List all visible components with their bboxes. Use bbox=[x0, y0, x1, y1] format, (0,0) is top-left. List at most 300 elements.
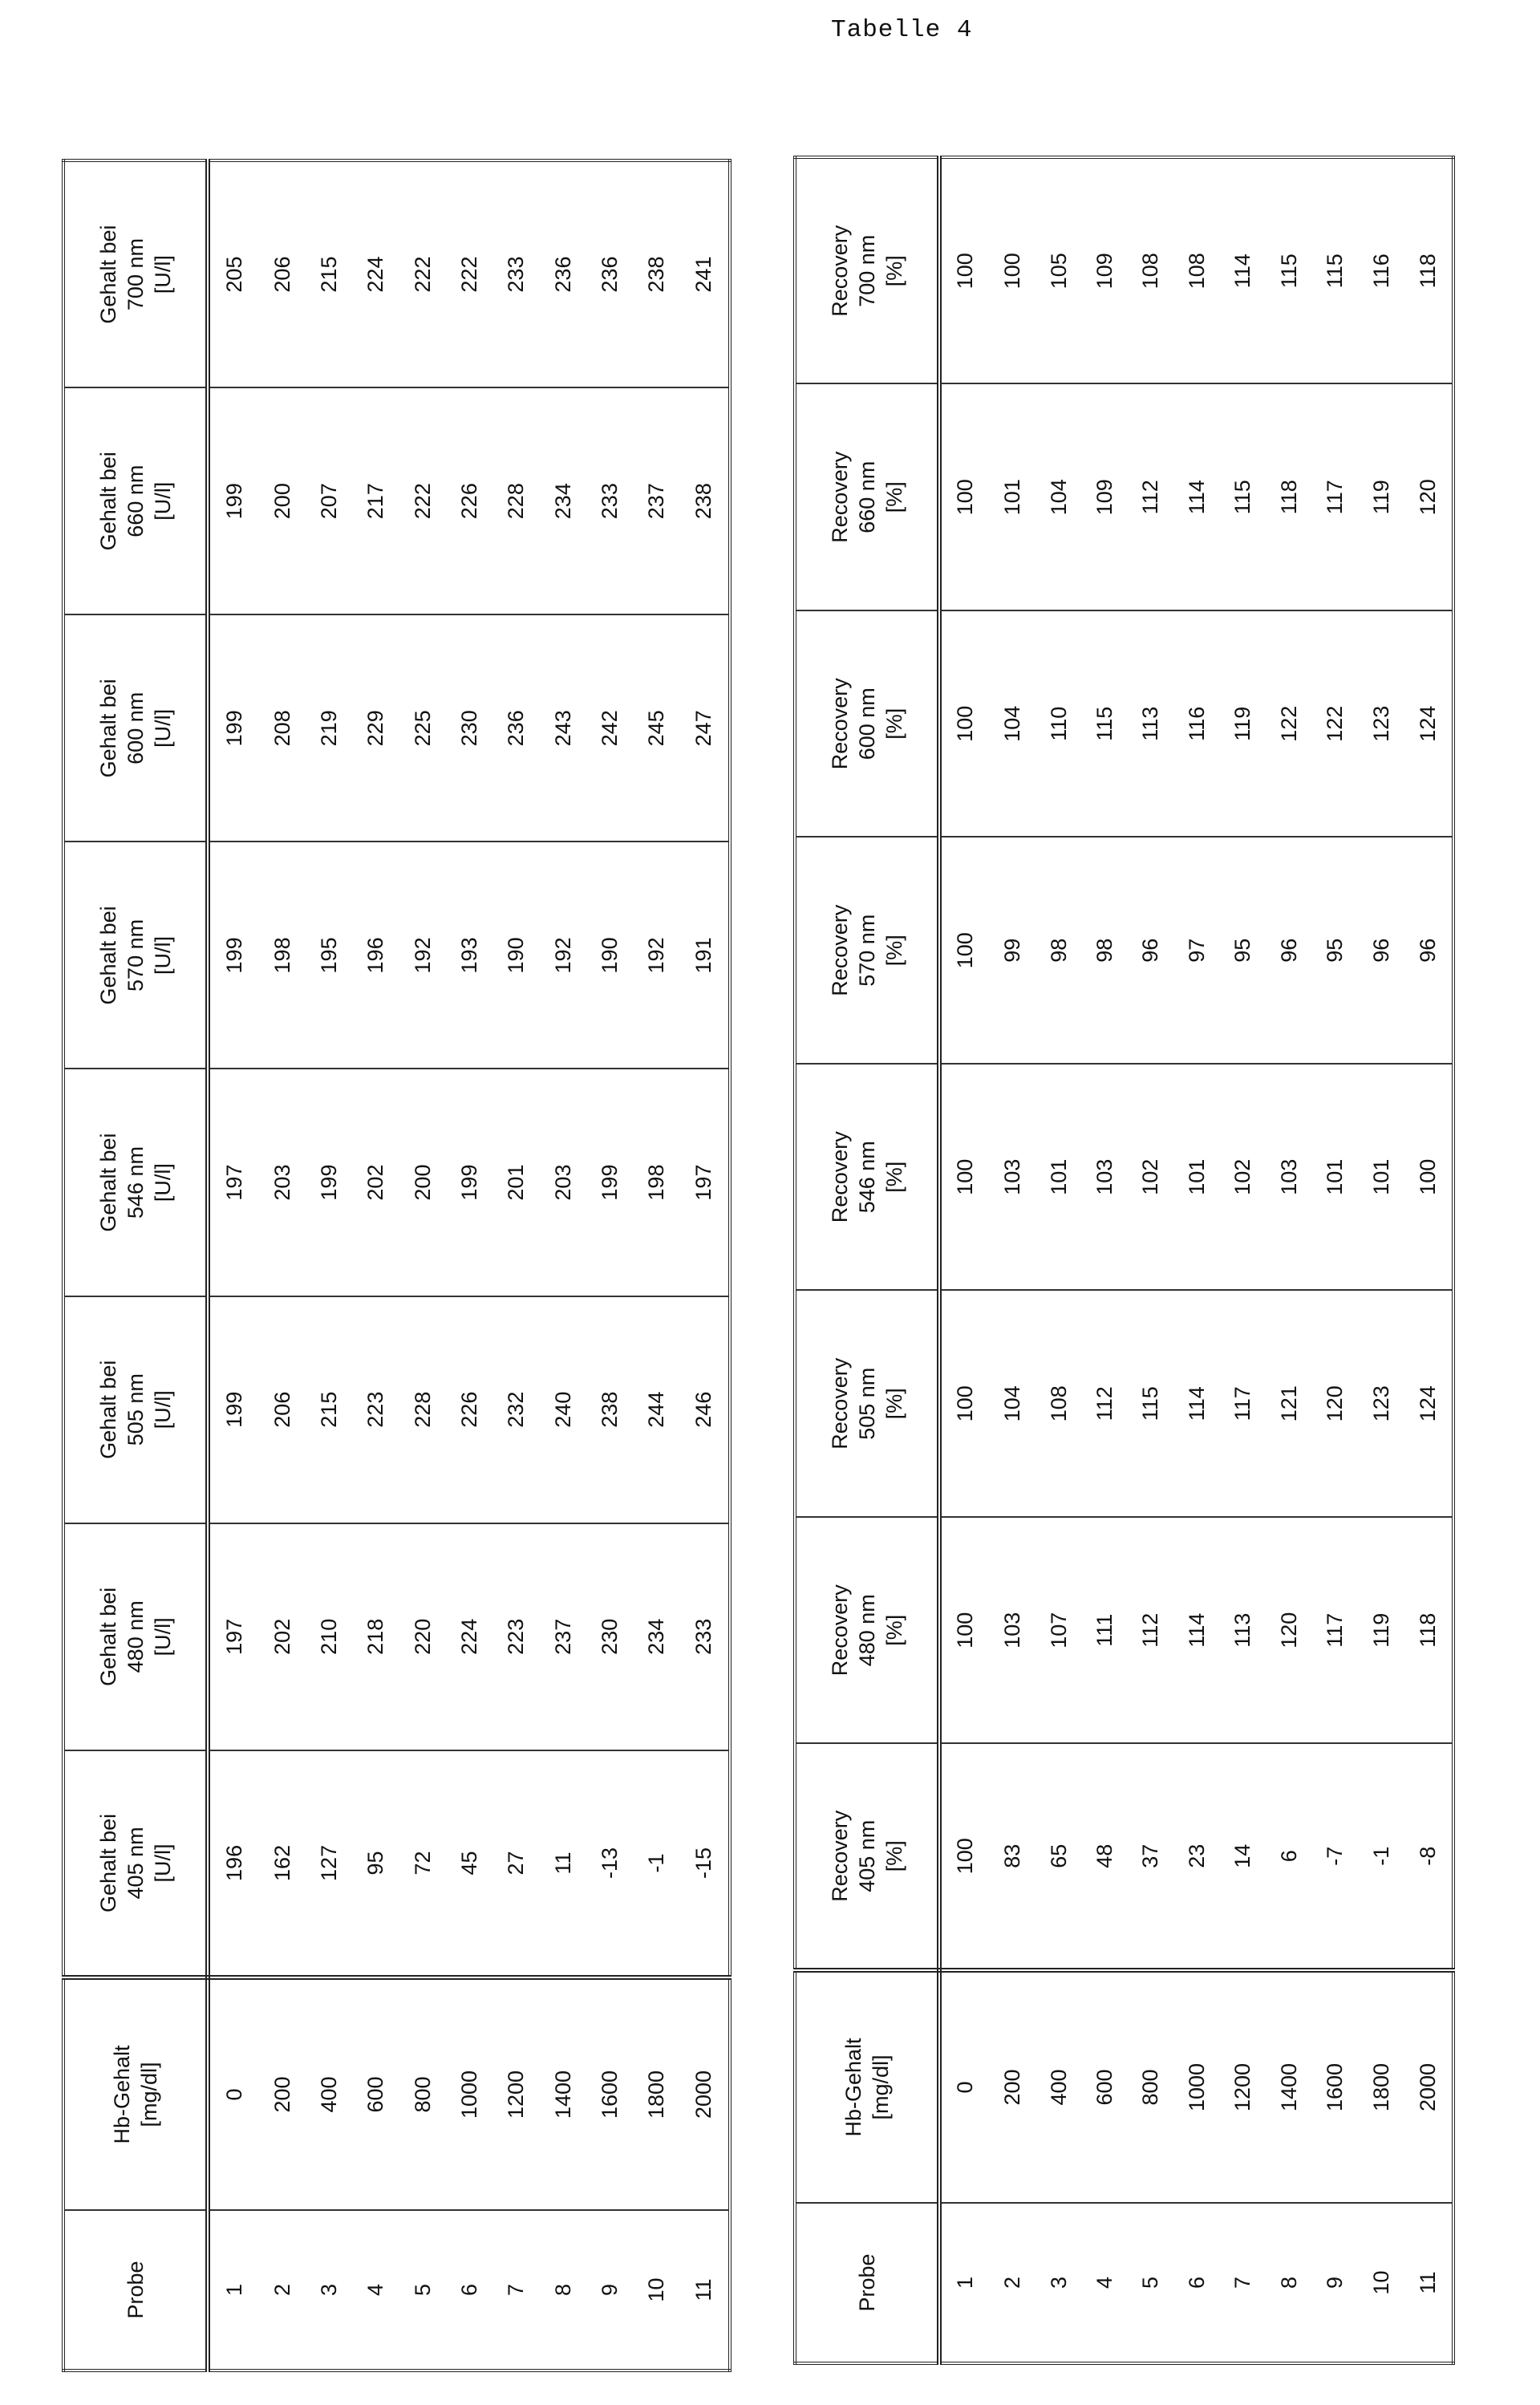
value-cell: 101 bbox=[1035, 1064, 1081, 1291]
column-header-line: 546 nm bbox=[853, 1065, 881, 1290]
column-header-line: [U/l] bbox=[149, 842, 176, 1068]
column-header-line: 405 nm bbox=[122, 1751, 149, 1975]
value-cell: 203 bbox=[540, 1069, 586, 1296]
table-row bbox=[1220, 157, 1266, 2363]
value-cell: 234 bbox=[540, 387, 586, 614]
value-cell: 96 bbox=[1358, 837, 1404, 1065]
hb-cell: 1200 bbox=[493, 1977, 540, 2210]
value-cell: 127 bbox=[306, 1750, 352, 1977]
value-cell: 48 bbox=[1082, 1744, 1128, 1971]
hb-cell: 2000 bbox=[1404, 1970, 1453, 2203]
table-row bbox=[446, 160, 492, 2371]
column-header-line: 700 nm bbox=[853, 159, 881, 383]
column-header-line: 660 nm bbox=[853, 385, 881, 610]
probe-cell: 7 bbox=[493, 2210, 540, 2371]
value-cell: 120 bbox=[1266, 1517, 1312, 1744]
table-row bbox=[259, 160, 306, 2371]
column-header-line: 505 nm bbox=[122, 1297, 149, 1523]
table-row bbox=[540, 160, 586, 2371]
value-cell: 192 bbox=[399, 842, 446, 1069]
value-cell: 113 bbox=[1220, 1517, 1266, 1744]
value-cell: 225 bbox=[399, 614, 446, 842]
value-cell: 230 bbox=[586, 1523, 633, 1750]
value-cell: 98 bbox=[1035, 837, 1081, 1065]
column-header bbox=[795, 1970, 939, 2203]
column-header-line: [%] bbox=[881, 1745, 908, 1969]
value-cell: 120 bbox=[1312, 1291, 1358, 1518]
column-header bbox=[795, 2203, 939, 2363]
value-cell: 100 bbox=[990, 157, 1035, 384]
column-header-line: Recovery bbox=[826, 1292, 853, 1517]
column-header-line: Probe bbox=[853, 2204, 881, 2362]
column-header-line: Gehalt bei bbox=[95, 1297, 122, 1523]
column-header bbox=[63, 1523, 208, 1750]
value-cell: 101 bbox=[1174, 1064, 1220, 1291]
column-header-line: 570 nm bbox=[122, 842, 149, 1068]
header-row bbox=[795, 157, 939, 2363]
value-cell: 217 bbox=[353, 387, 399, 614]
column-header bbox=[63, 2210, 208, 2371]
value-cell: 192 bbox=[540, 842, 586, 1069]
value-cell: 197 bbox=[680, 1069, 730, 1296]
value-cell: -8 bbox=[1404, 1744, 1453, 1971]
value-cell: 229 bbox=[353, 614, 399, 842]
column-header-line: 700 nm bbox=[122, 162, 149, 387]
hb-cell: 1400 bbox=[540, 1977, 586, 2210]
value-cell: 109 bbox=[1082, 384, 1128, 611]
value-cell: 27 bbox=[493, 1750, 540, 1977]
value-cell: 238 bbox=[586, 1296, 633, 1523]
value-cell: 237 bbox=[540, 1523, 586, 1750]
value-cell: 119 bbox=[1358, 1517, 1404, 1744]
hb-cell: 800 bbox=[1128, 1970, 1173, 2203]
hb-cell: 1800 bbox=[633, 1977, 679, 2210]
value-cell: 242 bbox=[586, 614, 633, 842]
value-cell: 233 bbox=[493, 160, 540, 387]
value-cell: -7 bbox=[1312, 1744, 1358, 1971]
value-cell: 11 bbox=[540, 1750, 586, 1977]
value-cell: 246 bbox=[680, 1296, 730, 1523]
value-cell: 97 bbox=[1174, 837, 1220, 1065]
hb-cell: 1000 bbox=[446, 1977, 492, 2210]
column-header-line: Gehalt bei bbox=[95, 162, 122, 387]
probe-cell: 3 bbox=[306, 2210, 352, 2371]
column-header-line: Recovery bbox=[826, 385, 853, 610]
value-cell: 123 bbox=[1358, 1291, 1404, 1518]
hb-cell: 200 bbox=[990, 1970, 1035, 2203]
value-cell: 100 bbox=[939, 1517, 990, 1744]
column-header-line: Gehalt bei bbox=[95, 1070, 122, 1296]
value-cell: 243 bbox=[540, 614, 586, 842]
probe-cell: 10 bbox=[1358, 2203, 1404, 2363]
table-row bbox=[1174, 157, 1220, 2363]
table-row bbox=[399, 160, 446, 2371]
value-cell: 117 bbox=[1312, 384, 1358, 611]
value-cell: 119 bbox=[1358, 384, 1404, 611]
column-header bbox=[795, 157, 939, 384]
value-cell: 121 bbox=[1266, 1291, 1312, 1518]
table-gehalt bbox=[62, 162, 732, 2372]
value-cell: 199 bbox=[208, 842, 259, 1069]
value-cell: 199 bbox=[208, 1296, 259, 1523]
value-cell: 240 bbox=[540, 1296, 586, 1523]
value-cell: -15 bbox=[680, 1750, 730, 1977]
column-header-line: [U/l] bbox=[149, 1070, 176, 1296]
value-cell: 100 bbox=[939, 157, 990, 384]
column-header-line: [U/l] bbox=[149, 162, 176, 387]
probe-cell: 9 bbox=[586, 2210, 633, 2371]
value-cell: 122 bbox=[1312, 610, 1358, 837]
value-cell: 192 bbox=[633, 842, 679, 1069]
data-table bbox=[62, 159, 732, 2372]
value-cell: 118 bbox=[1404, 157, 1453, 384]
hb-cell: 600 bbox=[353, 1977, 399, 2210]
hb-cell: 0 bbox=[939, 1970, 990, 2203]
column-header-line: Recovery bbox=[826, 1065, 853, 1290]
value-cell: 101 bbox=[1312, 1064, 1358, 1291]
column-header bbox=[63, 387, 208, 614]
value-cell: 114 bbox=[1174, 384, 1220, 611]
value-cell: 215 bbox=[306, 1296, 352, 1523]
probe-cell: 9 bbox=[1312, 2203, 1358, 2363]
table-row bbox=[353, 160, 399, 2371]
value-cell: 222 bbox=[399, 387, 446, 614]
value-cell: 112 bbox=[1082, 1291, 1128, 1518]
value-cell: 208 bbox=[259, 614, 306, 842]
value-cell: 119 bbox=[1220, 610, 1266, 837]
value-cell: 115 bbox=[1220, 384, 1266, 611]
value-cell: 199 bbox=[208, 387, 259, 614]
column-header-line: 660 nm bbox=[122, 388, 149, 614]
value-cell: 103 bbox=[1266, 1064, 1312, 1291]
value-cell: 37 bbox=[1128, 1744, 1173, 1971]
value-cell: 117 bbox=[1220, 1291, 1266, 1518]
table-row bbox=[680, 160, 730, 2371]
value-cell: 202 bbox=[353, 1069, 399, 1296]
column-header-line: Hb-Gehalt bbox=[108, 1980, 136, 2209]
column-header-line: [U/l] bbox=[149, 388, 176, 614]
value-cell: 113 bbox=[1128, 610, 1173, 837]
column-header bbox=[795, 1744, 939, 1971]
value-cell: 23 bbox=[1174, 1744, 1220, 1971]
value-cell: 202 bbox=[259, 1523, 306, 1750]
header-row bbox=[63, 160, 208, 2371]
column-header bbox=[63, 1977, 208, 2210]
hb-cell: 1600 bbox=[1312, 1970, 1358, 2203]
probe-cell: 2 bbox=[259, 2210, 306, 2371]
value-cell: 122 bbox=[1266, 610, 1312, 837]
value-cell: 65 bbox=[1035, 1744, 1081, 1971]
value-cell: 162 bbox=[259, 1750, 306, 1977]
value-cell: 108 bbox=[1174, 157, 1220, 384]
hb-cell: 200 bbox=[259, 1977, 306, 2210]
table-row bbox=[306, 160, 352, 2371]
hb-cell: 400 bbox=[306, 1977, 352, 2210]
value-cell: 233 bbox=[586, 387, 633, 614]
value-cell: 100 bbox=[939, 837, 990, 1065]
column-header bbox=[63, 1296, 208, 1523]
value-cell: 200 bbox=[259, 387, 306, 614]
value-cell: 6 bbox=[1266, 1744, 1312, 1971]
value-cell: 196 bbox=[208, 1750, 259, 1977]
value-cell: 199 bbox=[208, 614, 259, 842]
value-cell: 245 bbox=[633, 614, 679, 842]
value-cell: 230 bbox=[446, 614, 492, 842]
value-cell: 224 bbox=[353, 160, 399, 387]
value-cell: 115 bbox=[1082, 610, 1128, 837]
probe-cell: 11 bbox=[680, 2210, 730, 2371]
column-header-line: [U/l] bbox=[149, 1297, 176, 1523]
table-row bbox=[1266, 157, 1312, 2363]
column-header-line: Gehalt bei bbox=[95, 615, 122, 841]
value-cell: 114 bbox=[1220, 157, 1266, 384]
value-cell: 102 bbox=[1128, 1064, 1173, 1291]
column-header-line: [%] bbox=[881, 1065, 908, 1290]
value-cell: 207 bbox=[306, 387, 352, 614]
table-row bbox=[990, 157, 1035, 2363]
value-cell: 120 bbox=[1404, 384, 1453, 611]
value-cell: 101 bbox=[990, 384, 1035, 611]
column-header bbox=[795, 1064, 939, 1291]
value-cell: 205 bbox=[208, 160, 259, 387]
value-cell: 115 bbox=[1312, 157, 1358, 384]
table-recovery bbox=[793, 159, 1455, 2365]
table-row bbox=[208, 160, 259, 2371]
table-row bbox=[633, 160, 679, 2371]
column-header bbox=[63, 1069, 208, 1296]
hb-cell: 1600 bbox=[586, 1977, 633, 2210]
value-cell: 190 bbox=[586, 842, 633, 1069]
value-cell: 100 bbox=[939, 1744, 990, 1971]
value-cell: 222 bbox=[399, 160, 446, 387]
value-cell: 110 bbox=[1035, 610, 1081, 837]
value-cell: 215 bbox=[306, 160, 352, 387]
value-cell: 241 bbox=[680, 160, 730, 387]
value-cell: 197 bbox=[208, 1523, 259, 1750]
value-cell: 222 bbox=[446, 160, 492, 387]
value-cell: 114 bbox=[1174, 1291, 1220, 1518]
value-cell: 190 bbox=[493, 842, 540, 1069]
rotated-table-wrapper bbox=[62, 162, 732, 2372]
column-header-line: Gehalt bei bbox=[95, 388, 122, 614]
column-header-line: 570 nm bbox=[853, 838, 881, 1064]
column-header-line: [%] bbox=[881, 838, 908, 1064]
value-cell: 199 bbox=[586, 1069, 633, 1296]
value-cell: 103 bbox=[990, 1517, 1035, 1744]
value-cell: 100 bbox=[1404, 1064, 1453, 1291]
column-header-line: [%] bbox=[881, 611, 908, 837]
table-row bbox=[1358, 157, 1404, 2363]
value-cell: 116 bbox=[1358, 157, 1404, 384]
value-cell: 199 bbox=[446, 1069, 492, 1296]
table-row bbox=[1035, 157, 1081, 2363]
value-cell: 115 bbox=[1128, 1291, 1173, 1518]
value-cell: 96 bbox=[1128, 837, 1173, 1065]
column-header-line: 505 nm bbox=[853, 1292, 881, 1517]
hb-cell: 1800 bbox=[1358, 1970, 1404, 2203]
value-cell: 218 bbox=[353, 1523, 399, 1750]
column-header-line: [%] bbox=[881, 159, 908, 383]
value-cell: 123 bbox=[1358, 610, 1404, 837]
value-cell: 206 bbox=[259, 1296, 306, 1523]
table-row bbox=[939, 157, 990, 2363]
probe-cell: 10 bbox=[633, 2210, 679, 2371]
value-cell: 124 bbox=[1404, 1291, 1453, 1518]
value-cell: 103 bbox=[1082, 1064, 1128, 1291]
value-cell: 199 bbox=[306, 1069, 352, 1296]
value-cell: 201 bbox=[493, 1069, 540, 1296]
value-cell: 72 bbox=[399, 1750, 446, 1977]
value-cell: 219 bbox=[306, 614, 352, 842]
value-cell: -1 bbox=[633, 1750, 679, 1977]
value-cell: -13 bbox=[586, 1750, 633, 1977]
hb-cell: 800 bbox=[399, 1977, 446, 2210]
table-row bbox=[586, 160, 633, 2371]
value-cell: 118 bbox=[1266, 384, 1312, 611]
column-header-line: [U/l] bbox=[149, 615, 176, 841]
column-header-line: Probe bbox=[122, 2211, 149, 2369]
column-header-line: [%] bbox=[881, 1518, 908, 1743]
column-header-line: 546 nm bbox=[122, 1070, 149, 1296]
hb-cell: 1200 bbox=[1220, 1970, 1266, 2203]
value-cell: -1 bbox=[1358, 1744, 1404, 1971]
value-cell: 116 bbox=[1174, 610, 1220, 837]
value-cell: 45 bbox=[446, 1750, 492, 1977]
column-header-line: Hb-Gehalt bbox=[840, 1973, 867, 2202]
column-header bbox=[795, 837, 939, 1065]
column-header-line: 480 nm bbox=[853, 1518, 881, 1743]
column-header-line: Recovery bbox=[826, 838, 853, 1064]
column-header-line: Recovery bbox=[826, 1518, 853, 1743]
probe-cell: 8 bbox=[540, 2210, 586, 2371]
value-cell: 111 bbox=[1082, 1517, 1128, 1744]
value-cell: 233 bbox=[680, 1523, 730, 1750]
value-cell: 195 bbox=[306, 842, 352, 1069]
value-cell: 220 bbox=[399, 1523, 446, 1750]
value-cell: 238 bbox=[633, 160, 679, 387]
column-header bbox=[63, 842, 208, 1069]
value-cell: 107 bbox=[1035, 1517, 1081, 1744]
value-cell: 236 bbox=[586, 160, 633, 387]
column-header-line: [mg/dl] bbox=[867, 1973, 894, 2202]
value-cell: 191 bbox=[680, 842, 730, 1069]
column-header bbox=[63, 160, 208, 387]
value-cell: 109 bbox=[1082, 157, 1128, 384]
value-cell: 112 bbox=[1128, 1517, 1173, 1744]
column-header bbox=[63, 614, 208, 842]
value-cell: 203 bbox=[259, 1069, 306, 1296]
value-cell: 117 bbox=[1312, 1517, 1358, 1744]
column-header-line: Recovery bbox=[826, 159, 853, 383]
column-header-line: Gehalt bei bbox=[95, 1524, 122, 1750]
value-cell: 83 bbox=[990, 1744, 1035, 1971]
table-row bbox=[1404, 157, 1453, 2363]
value-cell: 96 bbox=[1404, 837, 1453, 1065]
column-header-line: [%] bbox=[881, 385, 908, 610]
value-cell: 234 bbox=[633, 1523, 679, 1750]
column-header-line: 600 nm bbox=[853, 611, 881, 837]
value-cell: 223 bbox=[493, 1523, 540, 1750]
value-cell: 95 bbox=[353, 1750, 399, 1977]
probe-cell: 7 bbox=[1220, 2203, 1266, 2363]
value-cell: 223 bbox=[353, 1296, 399, 1523]
column-header-line: 600 nm bbox=[122, 615, 149, 841]
table-caption: Tabelle 4 bbox=[831, 16, 972, 44]
column-header-line: Recovery bbox=[826, 1745, 853, 1969]
column-header-line: [%] bbox=[881, 1292, 908, 1517]
value-cell: 228 bbox=[493, 387, 540, 614]
value-cell: 115 bbox=[1266, 157, 1312, 384]
value-cell: 224 bbox=[446, 1523, 492, 1750]
column-header-line: 405 nm bbox=[853, 1745, 881, 1969]
column-header bbox=[795, 1517, 939, 1744]
column-header bbox=[63, 1750, 208, 1977]
hb-cell: 2000 bbox=[680, 1977, 730, 2210]
value-cell: 198 bbox=[259, 842, 306, 1069]
table-row bbox=[1312, 157, 1358, 2363]
rotated-table-wrapper bbox=[793, 159, 1455, 2365]
value-cell: 108 bbox=[1035, 1291, 1081, 1518]
value-cell: 95 bbox=[1220, 837, 1266, 1065]
value-cell: 206 bbox=[259, 160, 306, 387]
probe-cell: 5 bbox=[1128, 2203, 1173, 2363]
value-cell: 197 bbox=[208, 1069, 259, 1296]
value-cell: 104 bbox=[1035, 384, 1081, 611]
value-cell: 118 bbox=[1404, 1517, 1453, 1744]
value-cell: 104 bbox=[990, 610, 1035, 837]
hb-cell: 1400 bbox=[1266, 1970, 1312, 2203]
value-cell: 105 bbox=[1035, 157, 1081, 384]
column-header bbox=[795, 1291, 939, 1518]
value-cell: 98 bbox=[1082, 837, 1128, 1065]
column-header bbox=[795, 610, 939, 837]
value-cell: 198 bbox=[633, 1069, 679, 1296]
value-cell: 196 bbox=[353, 842, 399, 1069]
probe-cell: 4 bbox=[1082, 2203, 1128, 2363]
value-cell: 101 bbox=[1358, 1064, 1404, 1291]
value-cell: 100 bbox=[939, 1291, 990, 1518]
value-cell: 226 bbox=[446, 1296, 492, 1523]
probe-cell: 3 bbox=[1035, 2203, 1081, 2363]
value-cell: 112 bbox=[1128, 384, 1173, 611]
value-cell: 100 bbox=[939, 610, 990, 837]
value-cell: 247 bbox=[680, 614, 730, 842]
value-cell: 99 bbox=[990, 837, 1035, 1065]
table-row bbox=[1082, 157, 1128, 2363]
column-header-line: [U/l] bbox=[149, 1524, 176, 1750]
value-cell: 236 bbox=[540, 160, 586, 387]
table-row bbox=[1128, 157, 1173, 2363]
probe-cell: 1 bbox=[208, 2210, 259, 2371]
column-header-line: Gehalt bei bbox=[95, 842, 122, 1068]
value-cell: 100 bbox=[939, 1064, 990, 1291]
value-cell: 232 bbox=[493, 1296, 540, 1523]
probe-cell: 6 bbox=[1174, 2203, 1220, 2363]
value-cell: 236 bbox=[493, 614, 540, 842]
probe-cell: 2 bbox=[990, 2203, 1035, 2363]
value-cell: 210 bbox=[306, 1523, 352, 1750]
value-cell: 104 bbox=[990, 1291, 1035, 1518]
column-header bbox=[795, 384, 939, 611]
value-cell: 14 bbox=[1220, 1744, 1266, 1971]
value-cell: 114 bbox=[1174, 1517, 1220, 1744]
column-header-line: 480 nm bbox=[122, 1524, 149, 1750]
hb-cell: 0 bbox=[208, 1977, 259, 2210]
value-cell: 124 bbox=[1404, 610, 1453, 837]
value-cell: 244 bbox=[633, 1296, 679, 1523]
value-cell: 108 bbox=[1128, 157, 1173, 384]
column-header-line: Recovery bbox=[826, 611, 853, 837]
